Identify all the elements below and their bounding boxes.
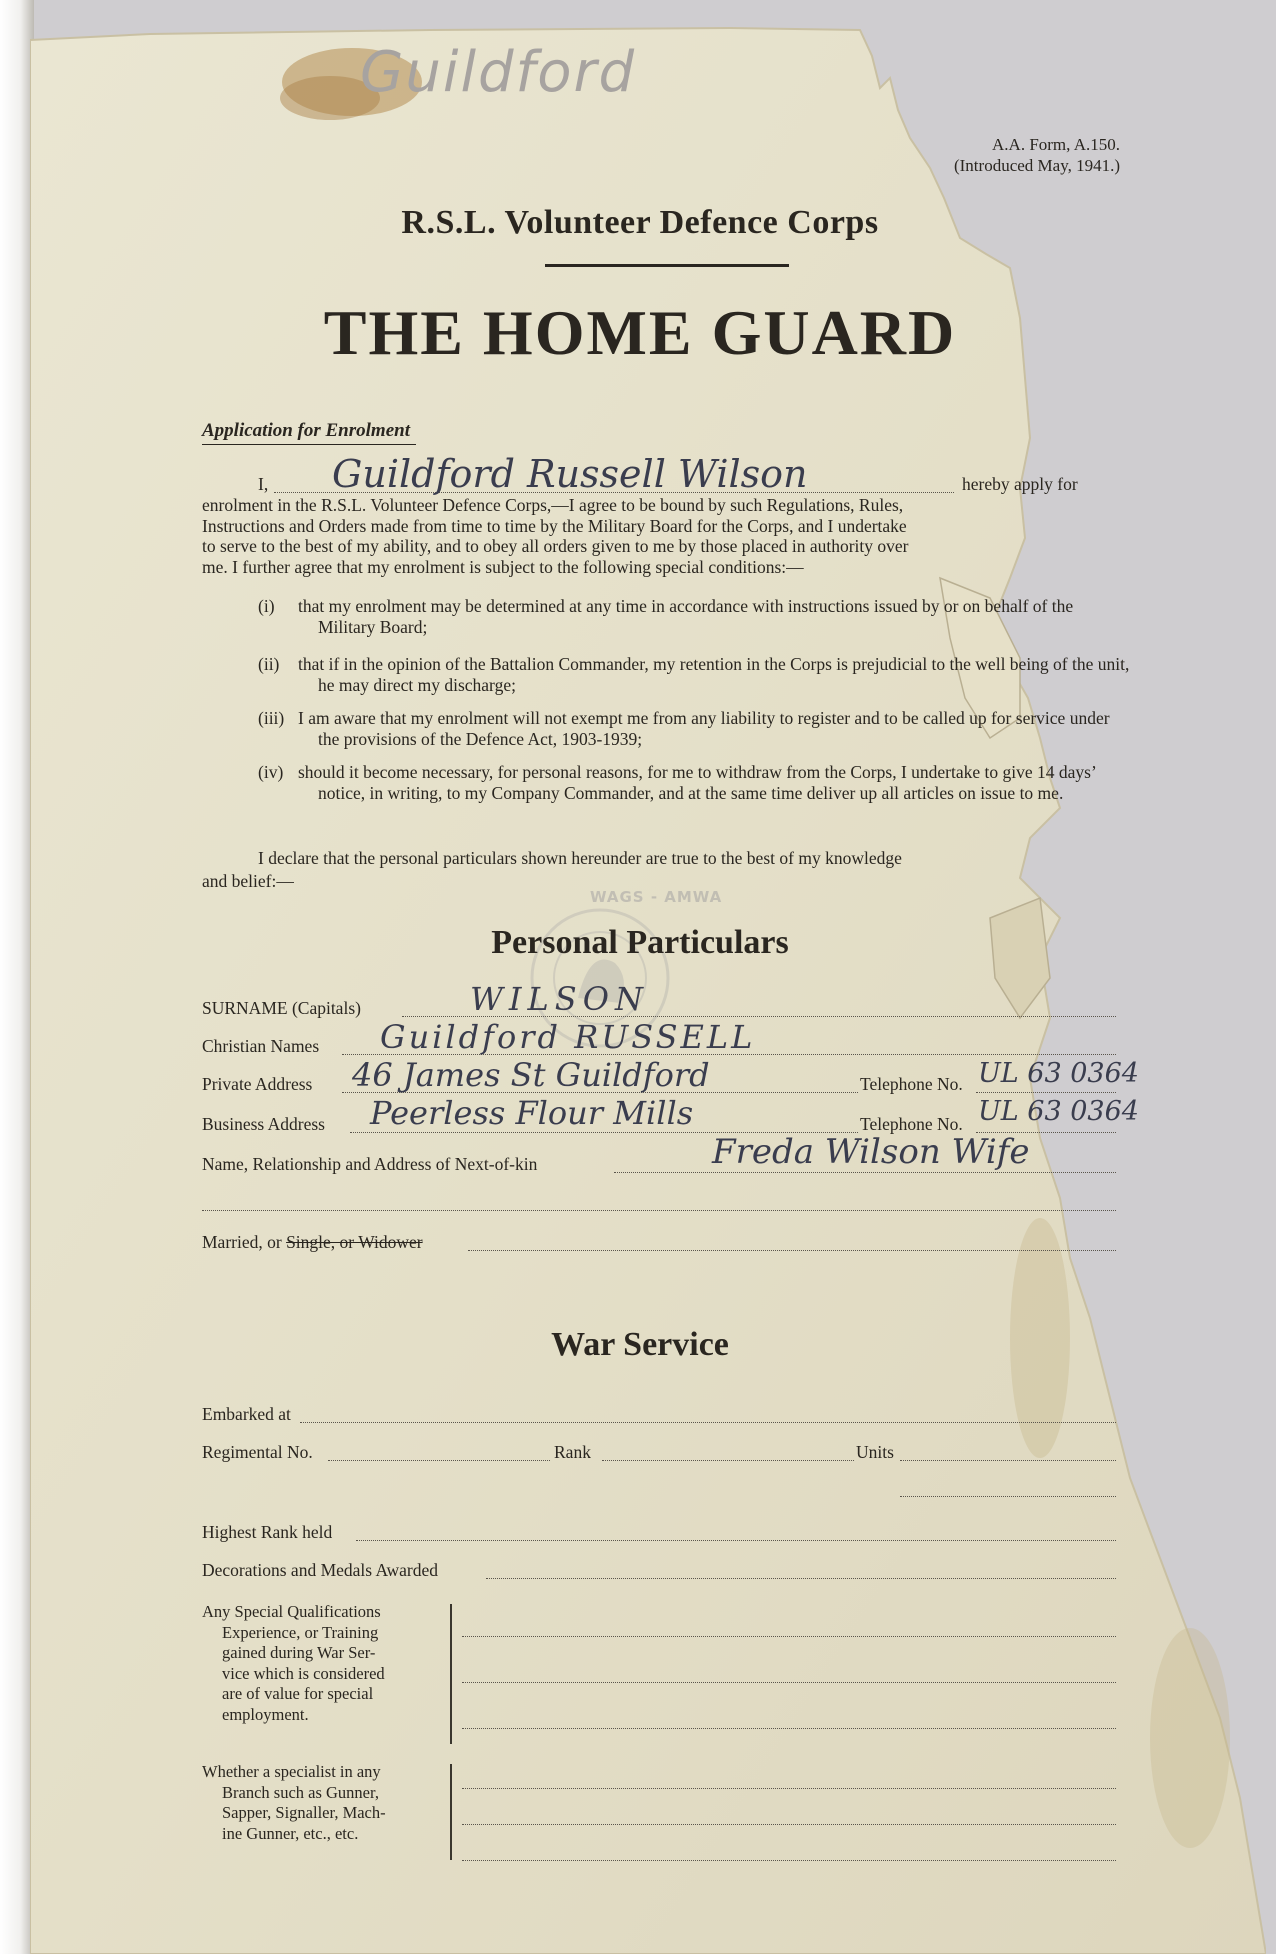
private-telephone-line (976, 1092, 1116, 1093)
organisation-name: R.S.L. Volunteer Defence Corps (401, 204, 879, 241)
condition-item (260, 708, 1130, 749)
marital-status-line (468, 1250, 1116, 1251)
married-option: Married, or (202, 1232, 282, 1252)
declaration-line: and belief:— (202, 871, 294, 891)
condition-item (260, 654, 1130, 695)
specialist-line: Branch such as Gunner, (222, 1782, 379, 1802)
private-telephone-label: Telephone No. (860, 1074, 963, 1094)
rank-label: Rank (554, 1442, 591, 1462)
specialist-line: ine Gunner, etc., etc. (222, 1823, 359, 1843)
business-address-value[interactable]: Peerless Flour Mills (370, 1094, 694, 1132)
condition-number: (i) (258, 596, 275, 616)
christian-names-label: Christian Names (202, 1036, 320, 1056)
condition-text: I am aware that my enrolment will not exempt me from any liability to register and to be called up for service under the provisions of the Defence Act, 1903-1939; (298, 708, 1110, 749)
units-line-2 (900, 1496, 1116, 1497)
specialist-line-2 (462, 1824, 1116, 1825)
agreement-paragraph (202, 495, 1122, 577)
personal-particulars-heading: Personal Particulars (491, 924, 789, 961)
page-title: THE HOME GUARD (323, 297, 957, 368)
regimental-number-label: Regimental No. (202, 1442, 313, 1462)
surname-value[interactable]: WILSON (470, 980, 649, 1018)
qualifications-line: Any Special Qualifications (202, 1602, 381, 1621)
specialist-line-1 (462, 1788, 1116, 1789)
specialist-bracket (450, 1764, 452, 1860)
condition-text: that if in the opinion of the Battalion Commander, my retention in the Corps is prejudicial to the well being of the unit, he may direct my discharge; (298, 654, 1130, 695)
condition-text: should it become necessary, for personal reasons, for me to withdraw from the Corps, I undertake to give 14 days’ notice, in writing, to my Company Commander, and at the same time deliver up all articles on issue to me. (298, 762, 1096, 803)
qualifications-line: gained during War Ser- (222, 1643, 376, 1662)
qualifications-line-2 (462, 1682, 1116, 1683)
watermark-text: WAGS - AMWA (590, 888, 723, 906)
surname-label: SURNAME (Capitals) (202, 998, 361, 1018)
christian-names-value[interactable]: Guildford RUSSELL (380, 1018, 756, 1056)
specialist-line-3 (462, 1860, 1116, 1861)
units-line (900, 1460, 1116, 1461)
form-paper (30, 18, 1266, 1954)
highest-rank-label: Highest Rank held (202, 1522, 333, 1542)
form-number: A.A. Form, A.150. (992, 135, 1120, 154)
declaration-line: I declare that the personal particulars shown hereunder are true to the best of my knowledge (258, 848, 902, 868)
highest-rank-line (356, 1540, 1116, 1541)
specialist-line: Sapper, Signaller, Mach- (222, 1803, 386, 1822)
qualifications-line: vice which is considered (222, 1663, 385, 1683)
decorations-line (486, 1578, 1116, 1579)
qualifications-question (202, 1602, 422, 1725)
business-telephone-label: Telephone No. (860, 1114, 963, 1134)
condition-text: that my enrolment may be determined at any time in accordance with instructions issued by or on behalf of the Military Board; (298, 596, 1074, 637)
rank-line (602, 1460, 854, 1461)
form-reference (860, 134, 1120, 176)
war-service-heading: War Service (551, 1326, 729, 1363)
qualifications-bracket (450, 1604, 452, 1744)
adjacent-page-edge (0, 0, 34, 1954)
private-telephone-value[interactable]: UL 63 0364 (978, 1058, 1139, 1089)
private-address-value[interactable]: 46 James St Guildford (352, 1056, 710, 1094)
pencil-note: Guildford (360, 40, 637, 105)
next-of-kin-line (614, 1172, 1116, 1173)
marital-status-label (202, 1232, 423, 1253)
apply-suffix: hereby apply for (962, 474, 1078, 494)
title-divider (545, 264, 789, 267)
qualifications-line: are of value for special (222, 1684, 374, 1703)
agreement-line: me. I further agree that my enrolment is subject to the following special conditions:— (202, 556, 804, 577)
specialist-line: Whether a specialist in any (202, 1762, 381, 1781)
embarked-line (300, 1422, 1116, 1423)
agreement-line: enrolment in the R.S.L. Volunteer Defence Corps,—I agree to be bound by such Regulations, Rules, (202, 495, 904, 515)
embarked-label: Embarked at (202, 1404, 291, 1424)
qualifications-line: employment. (222, 1704, 309, 1724)
applicant-name-handwritten[interactable]: Guildford Russell Wilson (332, 452, 808, 496)
business-address-label: Business Address (202, 1114, 325, 1134)
stain (1150, 1628, 1230, 1848)
qualifications-line-1 (462, 1636, 1116, 1637)
condition-number: (ii) (258, 654, 280, 674)
next-of-kin-value[interactable]: Freda Wilson Wife (712, 1132, 1030, 1172)
private-address-label: Private Address (202, 1074, 313, 1094)
agreement-line: Instructions and Orders made from time to time by the Military Board for the Corps, and I undertake (202, 515, 907, 536)
struck-options: Single, or Widower (286, 1232, 423, 1252)
regimental-number-line (328, 1460, 550, 1461)
applicant-prefix: I, (258, 474, 269, 494)
decorations-label: Decorations and Medals Awarded (202, 1560, 439, 1580)
application-heading: Application for Enrolment (202, 420, 416, 445)
qualifications-line-3 (462, 1728, 1116, 1729)
qualifications-line: Experience, or Training (222, 1622, 379, 1642)
agreement-line: to serve to the best of my ability, and to obey all orders given to me by those placed in authority over (202, 536, 909, 556)
condition-item (260, 596, 1130, 637)
condition-number: (iv) (258, 762, 284, 782)
specialist-question (202, 1762, 422, 1844)
next-of-kin-label: Name, Relationship and Address of Next-of-kin (202, 1154, 538, 1174)
next-of-kin-line-2 (202, 1210, 1116, 1211)
condition-number: (iii) (258, 708, 285, 728)
units-label: Units (856, 1442, 894, 1462)
condition-item (260, 762, 1130, 803)
form-date: (Introduced May, 1941.) (953, 156, 1120, 175)
business-telephone-value[interactable]: UL 63 0364 (978, 1096, 1139, 1127)
